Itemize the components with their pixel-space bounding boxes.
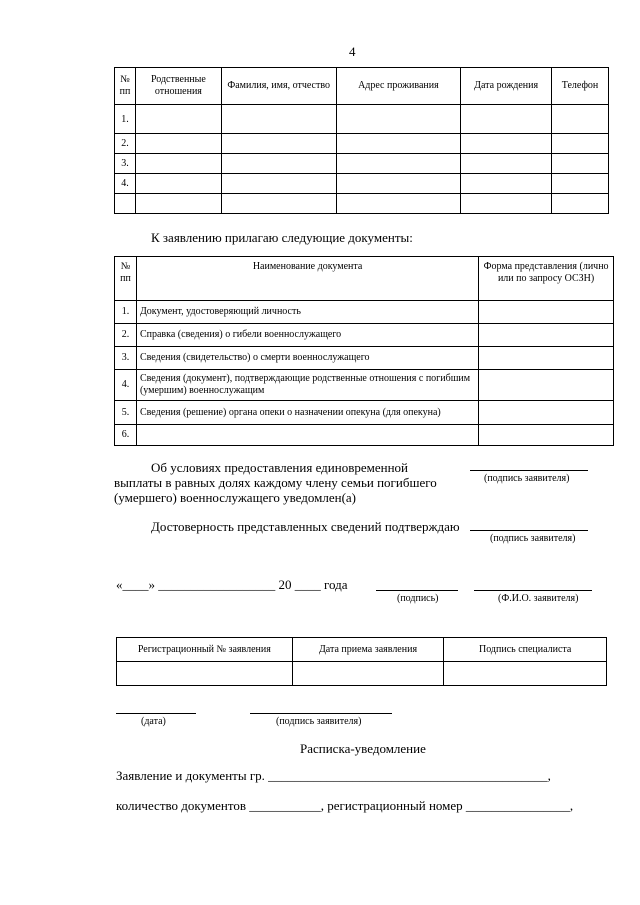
registration-table — [116, 637, 607, 686]
col-header-number: № пп — [115, 257, 137, 301]
receipt-line-1: Заявление и документы гр. ___________________________________________, — [116, 768, 551, 783]
signature-line — [376, 590, 458, 591]
table-row — [115, 194, 609, 214]
row-number: 4. — [115, 174, 136, 194]
document-name: Сведения (документ), подтверждающие родственные отношения с погибшим (умершим) военнослужащим — [136, 370, 478, 401]
documents-table — [114, 256, 614, 446]
table-row — [117, 662, 607, 686]
col-header-fullname: Фамилия, имя, отчество — [221, 68, 336, 105]
row-number: 4. — [115, 370, 137, 401]
signature-caption: (подпись заявителя) — [490, 533, 576, 544]
year-prefix: 20 — [278, 577, 292, 592]
table-row — [115, 134, 609, 154]
table-row — [115, 174, 609, 194]
table-row — [115, 301, 614, 324]
month-blank: __________________ — [158, 577, 276, 592]
table-row — [115, 105, 609, 134]
table-row — [115, 324, 614, 347]
table-row — [115, 347, 614, 370]
open-quote: « — [116, 577, 123, 592]
attach-documents-text: К заявлению прилагаю следующие документы: — [151, 230, 413, 245]
signature-line — [250, 713, 392, 714]
col-header-specialist-signature: Подпись специалиста — [444, 638, 607, 662]
date-caption: (дата) — [141, 716, 166, 727]
table-row — [115, 401, 614, 425]
row-number: 3. — [115, 154, 136, 174]
row-number: 1. — [115, 301, 137, 324]
signature-caption: (подпись заявителя) — [484, 473, 570, 484]
signature-line — [470, 470, 588, 471]
col-header-registration-number: Регистрационный № заявления — [117, 638, 293, 662]
col-header-relation: Родственные отношения — [135, 68, 221, 105]
col-header-address: Адрес проживания — [336, 68, 461, 105]
page-number: 4 — [349, 44, 356, 59]
fio-line — [474, 590, 592, 591]
row-number: 6. — [115, 425, 137, 446]
col-header-document-name: Наименование документа — [136, 257, 478, 301]
fio-caption: (Ф.И.О. заявителя) — [498, 593, 579, 604]
col-header-submission-form: Форма представления (лично или по запросу ОСЗН) — [479, 257, 614, 301]
document-name: Справка (сведения) о гибели военнослужащего — [136, 324, 478, 347]
receipt-line-2: количество документов ___________, регистрационный номер ________________, — [116, 798, 574, 813]
year-word: года — [324, 577, 348, 592]
row-number: 3. — [115, 347, 137, 370]
table-row — [115, 370, 614, 401]
row-number: 5. — [115, 401, 137, 425]
close-quote: » — [148, 577, 155, 592]
confirm-text: Достоверность представленных сведений подтверждаю — [151, 519, 460, 534]
row-number: 2. — [115, 134, 136, 154]
receipt-title: Расписка-уведомление — [300, 741, 426, 756]
day-blank: ____ — [122, 577, 149, 592]
col-header-phone: Телефон — [552, 68, 609, 105]
conditions-line-2: выплаты в равных долях каждому члену семьи погибшего — [114, 475, 437, 490]
document-name: Документ, удостоверяющий личность — [136, 301, 478, 324]
family-members-table — [114, 67, 609, 214]
row-number: 1. — [115, 105, 136, 134]
conditions-line-3: (умершего) военнослужащего уведомлен(а) — [114, 490, 357, 505]
document-name — [136, 425, 478, 446]
signature-caption: (подпись заявителя) — [276, 716, 362, 727]
col-header-birthdate: Дата рождения — [461, 68, 552, 105]
date-line — [116, 713, 196, 714]
col-header-receipt-date: Дата приема заявления — [292, 638, 444, 662]
signature-line — [470, 530, 588, 531]
table-row — [115, 425, 614, 446]
document-name: Сведения (свидетельство) о смерти военнослужащего — [136, 347, 478, 370]
document-name: Сведения (решение) органа опеки о назначении опекуна (для опекуна) — [136, 401, 478, 425]
table-row — [115, 154, 609, 174]
conditions-line-1: Об условиях предоставления единовременной — [151, 460, 408, 475]
year-blank: ____ — [294, 577, 321, 592]
date-row — [116, 577, 348, 592]
col-header-number: № пп — [115, 68, 136, 105]
signature-caption: (подпись) — [397, 593, 439, 604]
row-number — [115, 194, 136, 214]
row-number: 2. — [115, 324, 137, 347]
